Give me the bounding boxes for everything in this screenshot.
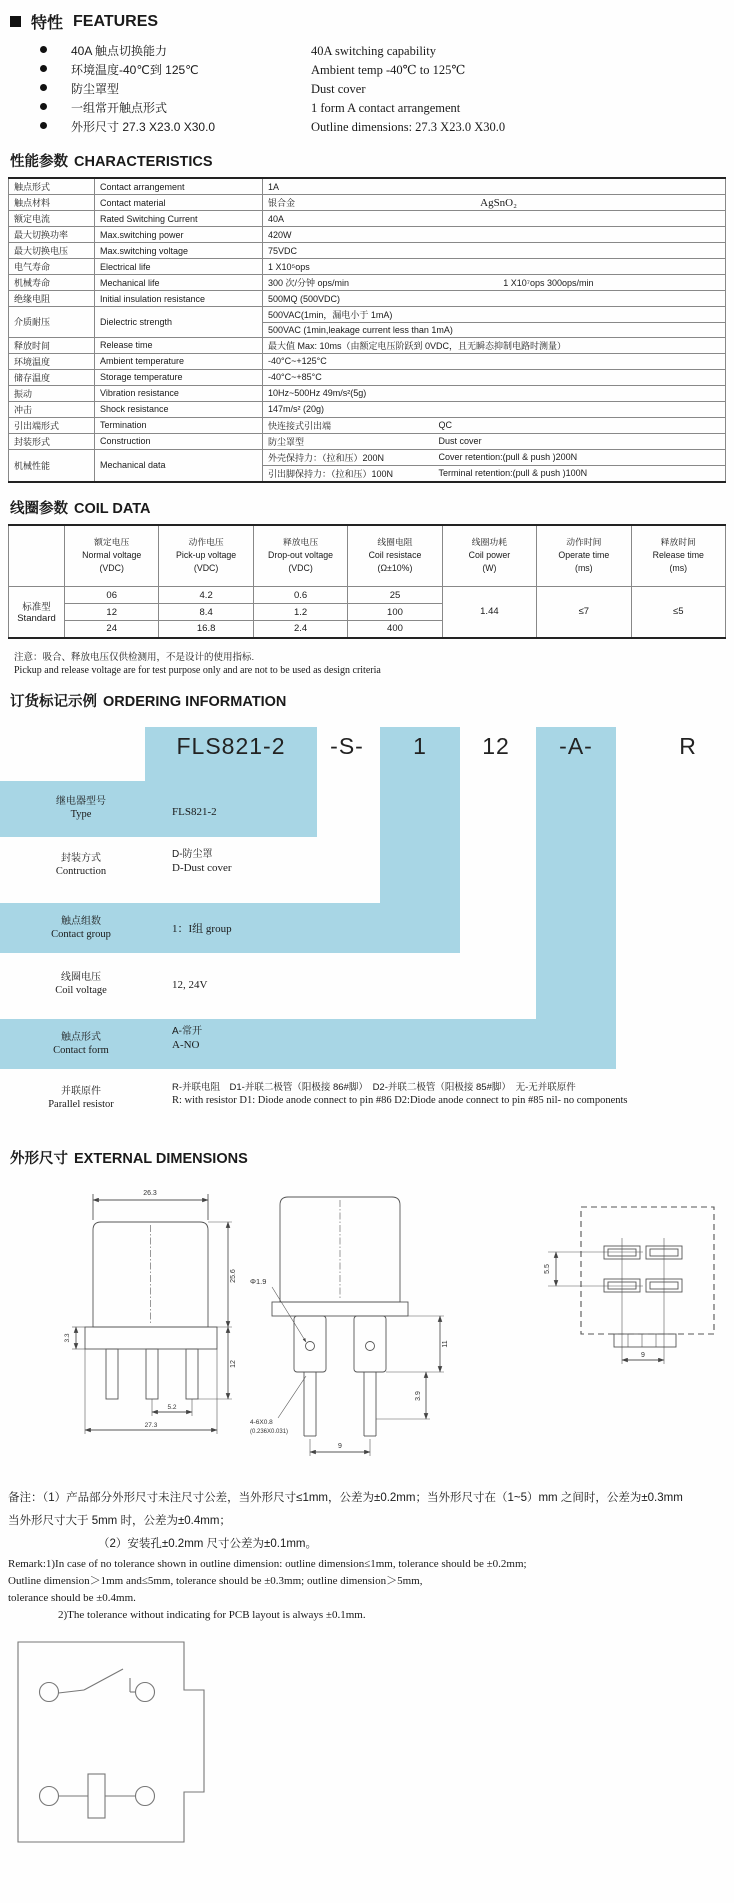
bottom-view-drawing [544, 1207, 714, 1364]
contact-blade [84, 1669, 123, 1690]
highlight-form-column [536, 727, 616, 1069]
ordering-row-label: 触点形式 Contact form [53, 1031, 109, 1056]
characteristics-header [10, 150, 734, 171]
table-row [9, 417, 726, 433]
relay-outline [18, 1642, 204, 1842]
cell-value: 2.4 [253, 621, 347, 638]
feature-item [40, 62, 734, 79]
cell-value: 500VAC(1min，漏电小于 1mA) [263, 307, 726, 323]
table-row [9, 178, 726, 195]
header-cell: 额定电压 Normal voltage (VDC) [65, 525, 159, 587]
ordering-header [10, 690, 734, 711]
remark-line: Outline dimension＞1mm and≤5mm, tolerance should be ±0.3mm; outline dimension＞5mm, [8, 1574, 423, 1587]
header-cell: 动作时间 Operate time (ms) [537, 525, 631, 587]
cell-value: 外壳保持力：（拉和压）200N Cover retention:(pull & push )200N [263, 449, 726, 465]
table-row [9, 195, 726, 211]
cell-value: -40°C~+125°C [263, 353, 726, 369]
table-row [9, 291, 726, 307]
cell-value: 10Hz~500Hz 49m/s²(5g) [263, 385, 726, 401]
feature-item [40, 81, 734, 98]
dim-col-gap: 9 [641, 1351, 645, 1359]
cell-value: 16.8 [159, 621, 253, 638]
terminal-circle [40, 1786, 59, 1805]
group-cell: 标准型 Standard [9, 587, 65, 638]
cell-value: 06 [65, 587, 159, 604]
remark-line: Remark:1)In case of no tolerance shown in outline dimension: outline dimension≤1mm, tolerance should be ±0.2mm; [8, 1557, 527, 1570]
terminal-circle [136, 1786, 155, 1805]
cell-label-en: Termination [95, 417, 263, 433]
cell-value: -40°C~+85°C [263, 369, 726, 385]
cell-label-en: Storage temperature [95, 369, 263, 385]
features-section [0, 10, 734, 136]
cell-label-cn: 触点材料 [9, 195, 95, 211]
dim-height: 25.6 [230, 1268, 237, 1283]
section-title-cn: 线圈参数 [10, 500, 68, 517]
dim-row-gap: 5.5 [544, 1263, 551, 1274]
cell-value: 100 [348, 604, 442, 621]
code-part-parallel: R [679, 733, 697, 759]
header-cell: 线圈电阻 Coil resistace (Ω±10%) [348, 525, 442, 587]
cell-label-en: Release time [95, 337, 263, 353]
feature-cn: 环境温度-40℃到 125℃ [71, 63, 199, 77]
remark-line: 2)The tolerance without indicating for PCB layout is always ±0.1mm. [58, 1608, 366, 1621]
cell-label-en: Electrical life [95, 259, 263, 275]
square-bullet-icon [10, 16, 21, 27]
table-row [9, 433, 726, 449]
cell-label-cn: 释放时间 [9, 337, 95, 353]
cell-label-cn: 电气寿命 [9, 259, 95, 275]
table-row [9, 337, 726, 353]
header-cell: 线圈功耗 Coil power (W) [442, 525, 536, 587]
feature-en: 40A switching capability [311, 44, 436, 58]
ordering-row-value: 12, 24V [172, 978, 208, 991]
table-row [9, 307, 726, 323]
cell-value: 0.6 [253, 587, 347, 604]
cell-label-cn: 绝缘电阻 [9, 291, 95, 307]
bullet-icon [40, 84, 47, 91]
cell-value: 420W [263, 227, 726, 243]
section-title-en: ORDERING INFORMATION [103, 693, 287, 710]
dim-width-top: 26.3 [143, 1189, 157, 1197]
cell-value: 银合金 AgSnO₂ [263, 195, 726, 211]
cell-value: 快连接式引出端 QC [263, 417, 726, 433]
ordering-row-value: FLS821-2 [172, 805, 217, 818]
cell-label-en: Contact material [95, 195, 263, 211]
table-header-row [9, 525, 726, 587]
remark-line: tolerance should be ±0.4mm. [8, 1591, 136, 1604]
remark-line: 备注：（1）产品部分外形尺寸未注尺寸公差，当外形尺寸≤1mm，公差为±0.2mm；当外形尺寸在（1~5）mm 之间时，公差为±0.3mm [8, 1491, 683, 1504]
header-cell: 动作电压 Pick-up voltage (VDC) [159, 525, 253, 587]
cell-value: 4.2 [159, 587, 253, 604]
dim-hole-diameter: Φ1.9 [250, 1276, 267, 1286]
dimensions-header [10, 1147, 734, 1168]
characteristics-table [8, 177, 726, 483]
table-row [9, 211, 726, 227]
section-title-en: COIL DATA [74, 500, 151, 517]
cell-label-en: Mechanical data [95, 449, 263, 482]
code-part-construction: -S- [330, 733, 364, 759]
cell-value: 防尘罩型 Dust cover [263, 433, 726, 449]
ordering-diagram [0, 719, 734, 1133]
ordering-row-label: 继电器型号 Type [56, 795, 106, 820]
feature-cn: 一组常开触点形式 [71, 101, 168, 115]
table-row [9, 385, 726, 401]
cell-value: 12 [65, 604, 159, 621]
characteristics-section [0, 150, 734, 483]
cell-value: 1 X10⁵ops [263, 259, 726, 275]
cell-value: 最大值 Max: 10ms（由额定电压阶跃到 0VDC，且无瞬态抑制电路时测量） [263, 337, 726, 353]
feature-en: Dust cover [311, 82, 366, 96]
cell-label-cn: 机械性能 [9, 449, 95, 482]
cell-label-en: Initial insulation resistance [95, 291, 263, 307]
header-cell: 释放电压 Drop-out voltage (VDC) [253, 525, 347, 587]
bullet-icon [40, 122, 47, 129]
code-part-contact-group: 1 [413, 733, 427, 759]
cell-value: 25 [348, 587, 442, 604]
dim-slot: 4-6X0.8 [250, 1418, 273, 1426]
bullet-icon [40, 46, 47, 53]
ordering-row-value: D-防尘罩 D-Dust cover [172, 848, 232, 874]
terminal-circle [136, 1682, 155, 1701]
ordering-row-label: 触点组数 Contact group [51, 915, 111, 940]
table-row [9, 243, 726, 259]
feature-en: Outline dimensions: 27.3 X23.0 X30.0 [311, 120, 506, 134]
dim-width-bottom: 27.3 [144, 1421, 158, 1429]
features-header [10, 10, 734, 33]
cell-label-cn: 封装形式 [9, 433, 95, 449]
cell-label-en: Max.switching power [95, 227, 263, 243]
coil-note-en: Pickup and release voltage are for test purpose only and are not to be used as design criteria [14, 664, 381, 676]
remark-line: （2）安装孔±0.2mm 尺寸公差为±0.1mm。 [98, 1537, 318, 1550]
dim-gap: 9 [338, 1442, 342, 1450]
cell-value: 147m/s² (20g) [263, 401, 726, 417]
cell-label-cn: 最大切换电压 [9, 243, 95, 259]
feature-cn: 40A 触点切换能力 [71, 44, 168, 58]
coil-data-section [0, 497, 734, 676]
cell-label-en: Rated Switching Current [95, 211, 263, 227]
table-row [9, 259, 726, 275]
feature-cn: 外形尺寸 27.3 X23.0 X30.0 [71, 120, 216, 134]
cell-value: ≤7 [537, 587, 631, 638]
cell-label-cn: 冲击 [9, 401, 95, 417]
cell-value: 500VAC (1min,leakage current less than 1mA) [263, 323, 726, 338]
table-row [9, 369, 726, 385]
cell-value: 8.4 [159, 604, 253, 621]
feature-item [40, 119, 734, 136]
cell-value: 40A [263, 211, 726, 227]
header-cell: 释放时间 Release time (ms) [631, 525, 725, 587]
table-row [9, 353, 726, 369]
cell-label-en: Max.switching voltage [95, 243, 263, 259]
cell-label-en: Dielectric strength [95, 307, 263, 338]
bullet-icon [40, 65, 47, 72]
dim-pin-gap: 5.2 [167, 1403, 177, 1411]
cell-label-en: Construction [95, 433, 263, 449]
table-row [9, 401, 726, 417]
feature-cn: 防尘罩型 [71, 82, 120, 96]
coil-note-cn: 注意：吸合、释放电压仅供检测用，不是设计的使用指标. [14, 651, 255, 663]
dim-pin-offset: 3.9 [415, 1390, 422, 1401]
cell-value: 1.2 [253, 604, 347, 621]
ordering-row-label: 封装方式 Contruction [55, 852, 107, 877]
side-view-drawing [250, 1197, 449, 1456]
remark-line: 当外形尺寸大于 5mm 时，公差为±0.4mm； [8, 1514, 231, 1527]
code-part-contact-form: -A- [559, 733, 593, 759]
section-title-cn: 性能参数 [10, 154, 68, 170]
ordering-row-label: 线圈电压 Coil voltage [55, 971, 107, 996]
cell-label-en: Vibration resistance [95, 385, 263, 401]
cell-value: 24 [65, 621, 159, 638]
dimension-drawings [8, 1180, 726, 1472]
remarks-section [8, 1487, 734, 1624]
ordering-row-value: R-并联电阻 D1-并联二极管（阳极接 86#脚） D2-并联二极管（阳极接 85#脚） 无-无并联原件 R: with resistor D1: Diode anode connect to pin #86 D2:Diode anode connect to pin #85 nil- no components [172, 1081, 628, 1107]
dimensions-section [0, 1147, 734, 1477]
cell-value: 1.44 [442, 587, 536, 638]
table-row [9, 227, 726, 243]
cell-label-cn: 储存温度 [9, 369, 95, 385]
cell-label-cn: 额定电流 [9, 211, 95, 227]
cell-label-cn: 引出端形式 [9, 417, 95, 433]
features-title-cn: 特性 [31, 15, 64, 32]
dim-pin-length-side: 11 [442, 1339, 449, 1348]
cell-label-cn: 环境温度 [9, 353, 95, 369]
feature-item [40, 43, 734, 60]
coil-symbol [88, 1774, 105, 1818]
cell-label-cn: 触点形式 [9, 178, 95, 195]
cell-label-cn: 介质耐压 [9, 307, 95, 338]
code-part-type: FLS821-2 [176, 733, 286, 759]
cell-label-cn: 最大切换功率 [9, 227, 95, 243]
section-title-en: CHARACTERISTICS [74, 154, 213, 170]
section-title-en: EXTERNAL DIMENSIONS [74, 1150, 248, 1167]
table-row [9, 449, 726, 465]
coil-data-table [8, 524, 726, 639]
table-row [9, 587, 726, 604]
feature-en: 1 form A contact arrangement [311, 101, 461, 115]
cell-label-en: Mechanical life [95, 275, 263, 291]
cell-value: 引出脚保持力：（拉和压）100N Terminal retention:(pull & push )100N [263, 465, 726, 482]
cell-label-en: Contact arrangement [95, 178, 263, 195]
contact-lead [59, 1690, 85, 1693]
code-part-coil-voltage: 12 [482, 733, 510, 759]
feature-item [40, 100, 734, 117]
features-title-en: FEATURES [73, 12, 159, 30]
cell-value: ≤5 [631, 587, 725, 638]
table-row [9, 275, 726, 291]
dim-pin-length: 12 [230, 1359, 237, 1368]
wiring-diagram [16, 1640, 211, 1844]
ordering-row-label: 并联原件 Parallel resistor [48, 1085, 114, 1110]
ordering-section [0, 690, 734, 1133]
section-title-cn: 外形尺寸 [10, 1150, 68, 1167]
header-cell [9, 525, 65, 587]
cell-value: 500MQ (500VDC) [263, 291, 726, 307]
dim-slot-inch: (0.236X0.031) [250, 1428, 289, 1435]
terminal-circle [40, 1682, 59, 1701]
cell-label-en: Shock resistance [95, 401, 263, 417]
ordering-row-value: A-常开 A-NO [172, 1025, 202, 1051]
cell-label-cn: 机械寿命 [9, 275, 95, 291]
cell-label-cn: 振动 [9, 385, 95, 401]
ordering-row-value: 1：I组 group [172, 922, 232, 935]
cell-value: 300 次/分钟 ops/min 1 X10⁷ops 300ops/min [263, 275, 726, 291]
bullet-icon [40, 103, 47, 110]
feature-en: Ambient temp -40℃ to 125℃ [311, 63, 466, 77]
section-title-cn: 订货标记示例 [10, 693, 97, 710]
cell-value: 400 [348, 621, 442, 638]
cell-value: 1A [263, 178, 726, 195]
cell-value: 75VDC [263, 243, 726, 259]
front-view-drawing [64, 1190, 237, 1434]
coil-data-header [10, 497, 734, 518]
dim-flange: 3.3 [64, 1332, 71, 1343]
cell-label-en: Ambient temperature [95, 353, 263, 369]
